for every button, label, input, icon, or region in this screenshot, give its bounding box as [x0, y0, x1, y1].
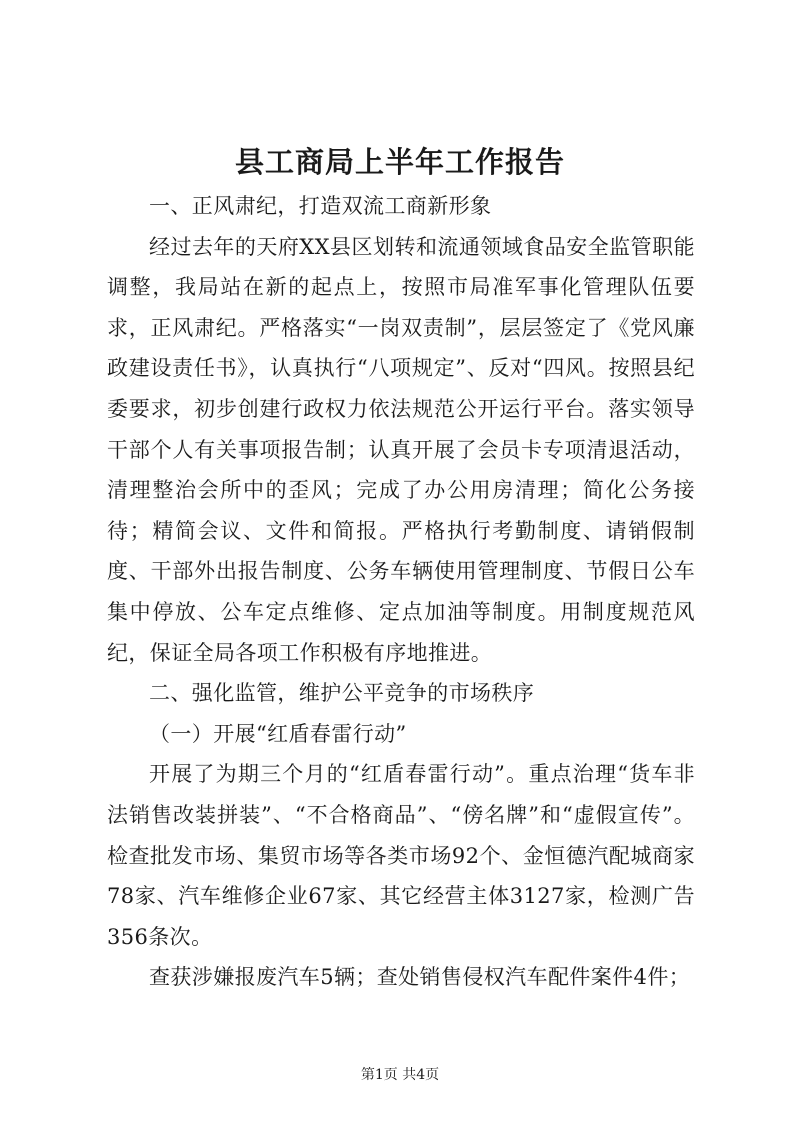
section-heading-1: 一、正风肃纪，打造双流工商新形象	[149, 194, 492, 218]
section-heading-2: 二、强化监管，维护公平竞争的市场秩序	[149, 681, 535, 706]
document-body	[107, 186, 695, 998]
paragraph-discipline: 经过去年的天府XX县区划转和流通领域食品安全监管职能调整，我局站在新的起点上，按照市局准军事化管理队伍要求，正风肃纪。严格落实“一岗双责制”，层层签定了《党风廉政建设责任书》，认真执行“八项规定”、反对“四风。按照县纪委要求，初步创建行政权力依法规范公开运行平台。落实领导干部个人有关事项报告制；认真开展了会员卡专项清退活动，清理整治会所中的歪风；完成了办公用房清理；简化公务接待；精简会议、文件和简报。严格执行考勤制度、请销假制度、干部外出报告制度、公务车辆使用管理制度、节假日公车集中停放、公车定点维修、定点加油等制度。用制度规范风纪，保证全局各项工作积极有序地推进。	[107, 234, 695, 665]
subsection-heading-1: （一）开展“红盾春雷行动”	[149, 721, 407, 746]
document-title: 县工商局上半年工作报告	[234, 145, 565, 179]
paragraph-seizures: 查获涉嫌报废汽车5辆；查处销售侵权汽车配件案件4件；	[149, 965, 691, 990]
page-number-footer: 第1页 共4页	[360, 1067, 440, 1083]
paragraph-spring-thunder: 开展了为期三个月的“红盾春雷行动”。重点治理“货车非法销售改装拼装”、“不合格商品”、“傍名牌”和“虚假宣传”。检查批发市场、集贸市场等各类市场92个、金恒德汽配城商家78家、汽车维修企业67家、其它经营主体3127家，检测广告356条次。	[107, 762, 695, 949]
